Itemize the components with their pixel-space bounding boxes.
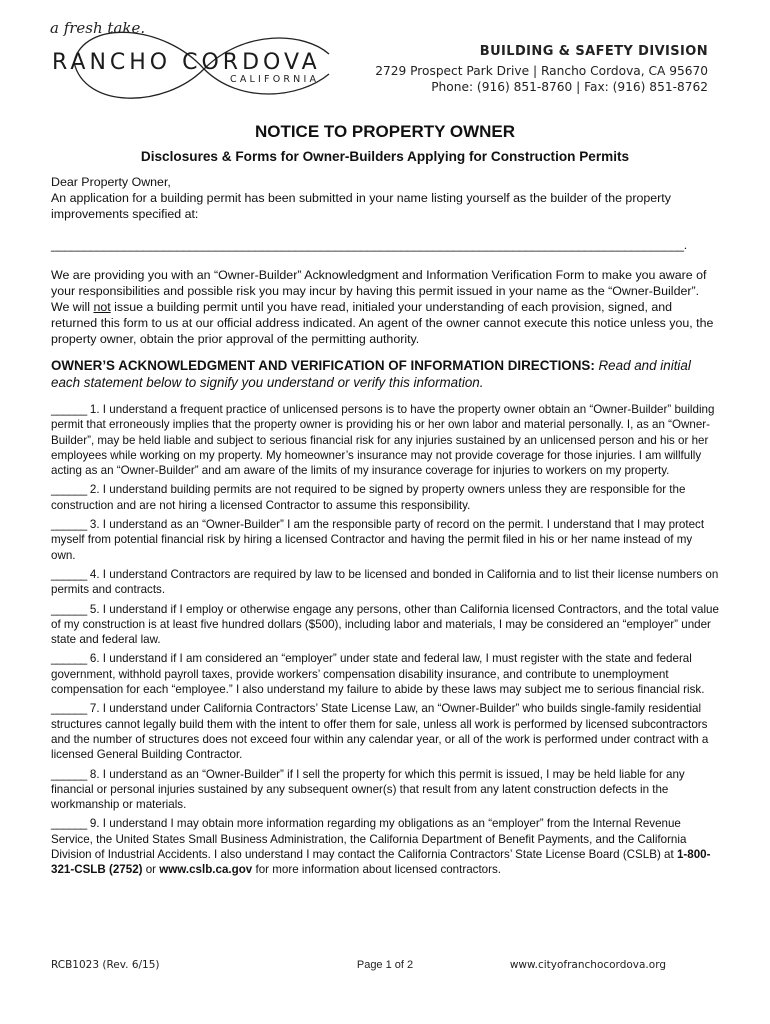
- acknowledgment-item-1: [51, 402, 719, 478]
- item-text: 3. I understand as an “Owner-Builder” I am the responsible party of record on the permit. I understand that I may protect myself from potential financial risk by hiring a licensed Contractor and having the permit filed in his or her name instead of my own.: [51, 518, 705, 562]
- salutation: Dear Property Owner,: [51, 175, 171, 189]
- greeting-paragraph: [51, 174, 719, 222]
- division-contact: [375, 44, 708, 95]
- acknowledgment-item-7: [51, 701, 719, 762]
- initial-blank[interactable]: ______: [51, 702, 87, 716]
- logo-wordmark: RANCHO CORDOVA: [52, 50, 321, 75]
- property-address-fill-line[interactable]: ________________________________________________________________________________________________.: [51, 238, 687, 252]
- initial-blank[interactable]: ______: [51, 483, 87, 497]
- item-text: 7. I understand under California Contractors’ State License Law, an “Owner-Builder” who builds single-family residential structures cannot legally build them with the intent to offer them for sale, unless all work is performed by licensed subcontractors and the number of structures does not exceed four within any calendar year, or all of the work is performed under contract with a licensed General Building Contractor.: [51, 702, 709, 762]
- initial-blank[interactable]: ______: [51, 567, 87, 581]
- document-subtitle: Disclosures & Forms for Owner-Builders Applying for Construction Permits: [140, 149, 630, 164]
- initial-blank[interactable]: ______: [51, 767, 87, 781]
- initial-blank[interactable]: ______: [51, 817, 87, 831]
- intro-text-2: issue a building permit until you have read, initialed your understanding of each provision, signed, and returned this form to us at our official address indicated. An agent of the owner cannot execute this notice unless you, the property owner, obtain the prior approval of the permitting authority.: [51, 300, 714, 346]
- acknowledgment-item-6: [51, 651, 719, 697]
- acknowledgment-item-5: [51, 602, 719, 648]
- item-text-end: for more information about licensed contractors.: [252, 863, 502, 877]
- document-title: NOTICE TO PROPERTY OWNER: [254, 122, 516, 141]
- intro-not-emphasis: not: [93, 300, 111, 314]
- acknowledgment-item-8: [51, 767, 719, 813]
- initial-blank[interactable]: ______: [51, 518, 87, 532]
- item-text: 1. I understand a frequent practice of unlicensed persons is to have the property owner obtain an “Owner-Builder” building permit that erroneously implies that the property owner is providing his or her own labor and material personally. I, as an “Owner-Builder”, may be held liable and subject to serious financial risk for any injuries sustained by an unlicensed person and his or her employees while working on my property. My homeowner’s insurance may not provide coverage for those injuries. I am willfully acting as an “Owner-Builder” and am aware of the limits of my insurance coverage for injuries to workers on my property.: [51, 403, 715, 478]
- acknowledgment-list: [51, 402, 719, 882]
- division-address: 2729 Prospect Park Drive | Rancho Cordova, CA 95670: [375, 64, 708, 78]
- item-text: 2. I understand building permits are not required to be signed by property owners unless they are responsible for the construction and are not hiring a licensed Contractor to assume this responsibility.: [51, 483, 686, 512]
- footer-page-number: Page 1 of 2: [356, 959, 414, 971]
- item-text: 6. I understand if I am considered an “employer” under state and federal law, I must register with the state and federal government, withhold payroll taxes, provide workers’ compensation disability insurance, and contribute to unemployment compensation for each “employee.” I also understand my failure to abide by these laws may subject me to serious financial risk.: [51, 652, 705, 697]
- footer-form-id: RCB1023 (Rev. 6/15): [51, 959, 160, 971]
- directions-italic: Read and initial each statement below to signify you understand or verify this information.: [51, 358, 691, 390]
- item-text-or: or: [142, 863, 160, 877]
- acknowledgment-item-4: [51, 567, 719, 598]
- item-text: 8. I understand as an “Owner-Builder” if I sell the property for which this permit is issued, I may be held liable for any financial or personal injuries sustained by any subsequent owner(s) that result from any latent construction defects in the workmanship or materials.: [51, 767, 685, 812]
- logo-subtitle: CALIFORNIA: [230, 74, 320, 85]
- item-text: 9. I understand I may obtain more information regarding my obligations as an “employer” from the Internal Revenue Service, the United States Small Business Administration, the California Department of Benefit Payments, and the California Division of Industrial Accidents. I also understand I may contact the California Contractors’ State License Board (CSLB) at: [51, 817, 687, 862]
- acknowledgment-item-9: [51, 816, 719, 877]
- greeting-text: An application for a building permit has been submitted in your name listing yourself as the builder of the property improvements specified at:: [51, 191, 671, 221]
- item-text: 5. I understand if I employ or otherwise engage any persons, other than California licensed Contractors, and the total value of my construction is at least five hundred dollars ($500), including labor and materials, I may be considered an “employer” under state and federal law.: [51, 602, 719, 647]
- logo-tagline: a fresh take.: [50, 19, 146, 37]
- division-phone: Phone: (916) 851-8760 | Fax: (916) 851-8762: [431, 80, 708, 94]
- intro-paragraph: [51, 267, 719, 347]
- initial-blank[interactable]: ______: [51, 602, 87, 616]
- item-text: 4. I understand Contractors are required by law to be licensed and bonded in California and to list their license numbers on permits and contracts.: [51, 567, 719, 597]
- footer-website[interactable]: www.cityofranchocordova.org: [509, 959, 666, 971]
- directions-bold: OWNER’S ACKNOWLEDGMENT AND VERIFICATION OF INFORMATION DIRECTIONS:: [51, 358, 595, 373]
- intro-text-1: We are providing you with an “Owner-Builder” Acknowledgment and Information Verification Form to make you aware of your responsibilities and possible risk you may incur by having this permit issued in your name as the “Owner-Builder”. We will: [51, 268, 707, 314]
- cslb-phone: 1-800-321-CSLB (2752): [51, 848, 711, 877]
- acknowledgment-item-2: [51, 482, 719, 513]
- cslb-website-link[interactable]: www.cslb.ca.gov: [159, 863, 253, 877]
- initial-blank[interactable]: ______: [51, 652, 87, 666]
- directions-heading: [51, 357, 719, 391]
- initial-blank[interactable]: ______: [51, 403, 87, 416]
- division-title: BUILDING & SAFETY DIVISION: [479, 44, 708, 59]
- acknowledgment-item-3: [51, 517, 719, 563]
